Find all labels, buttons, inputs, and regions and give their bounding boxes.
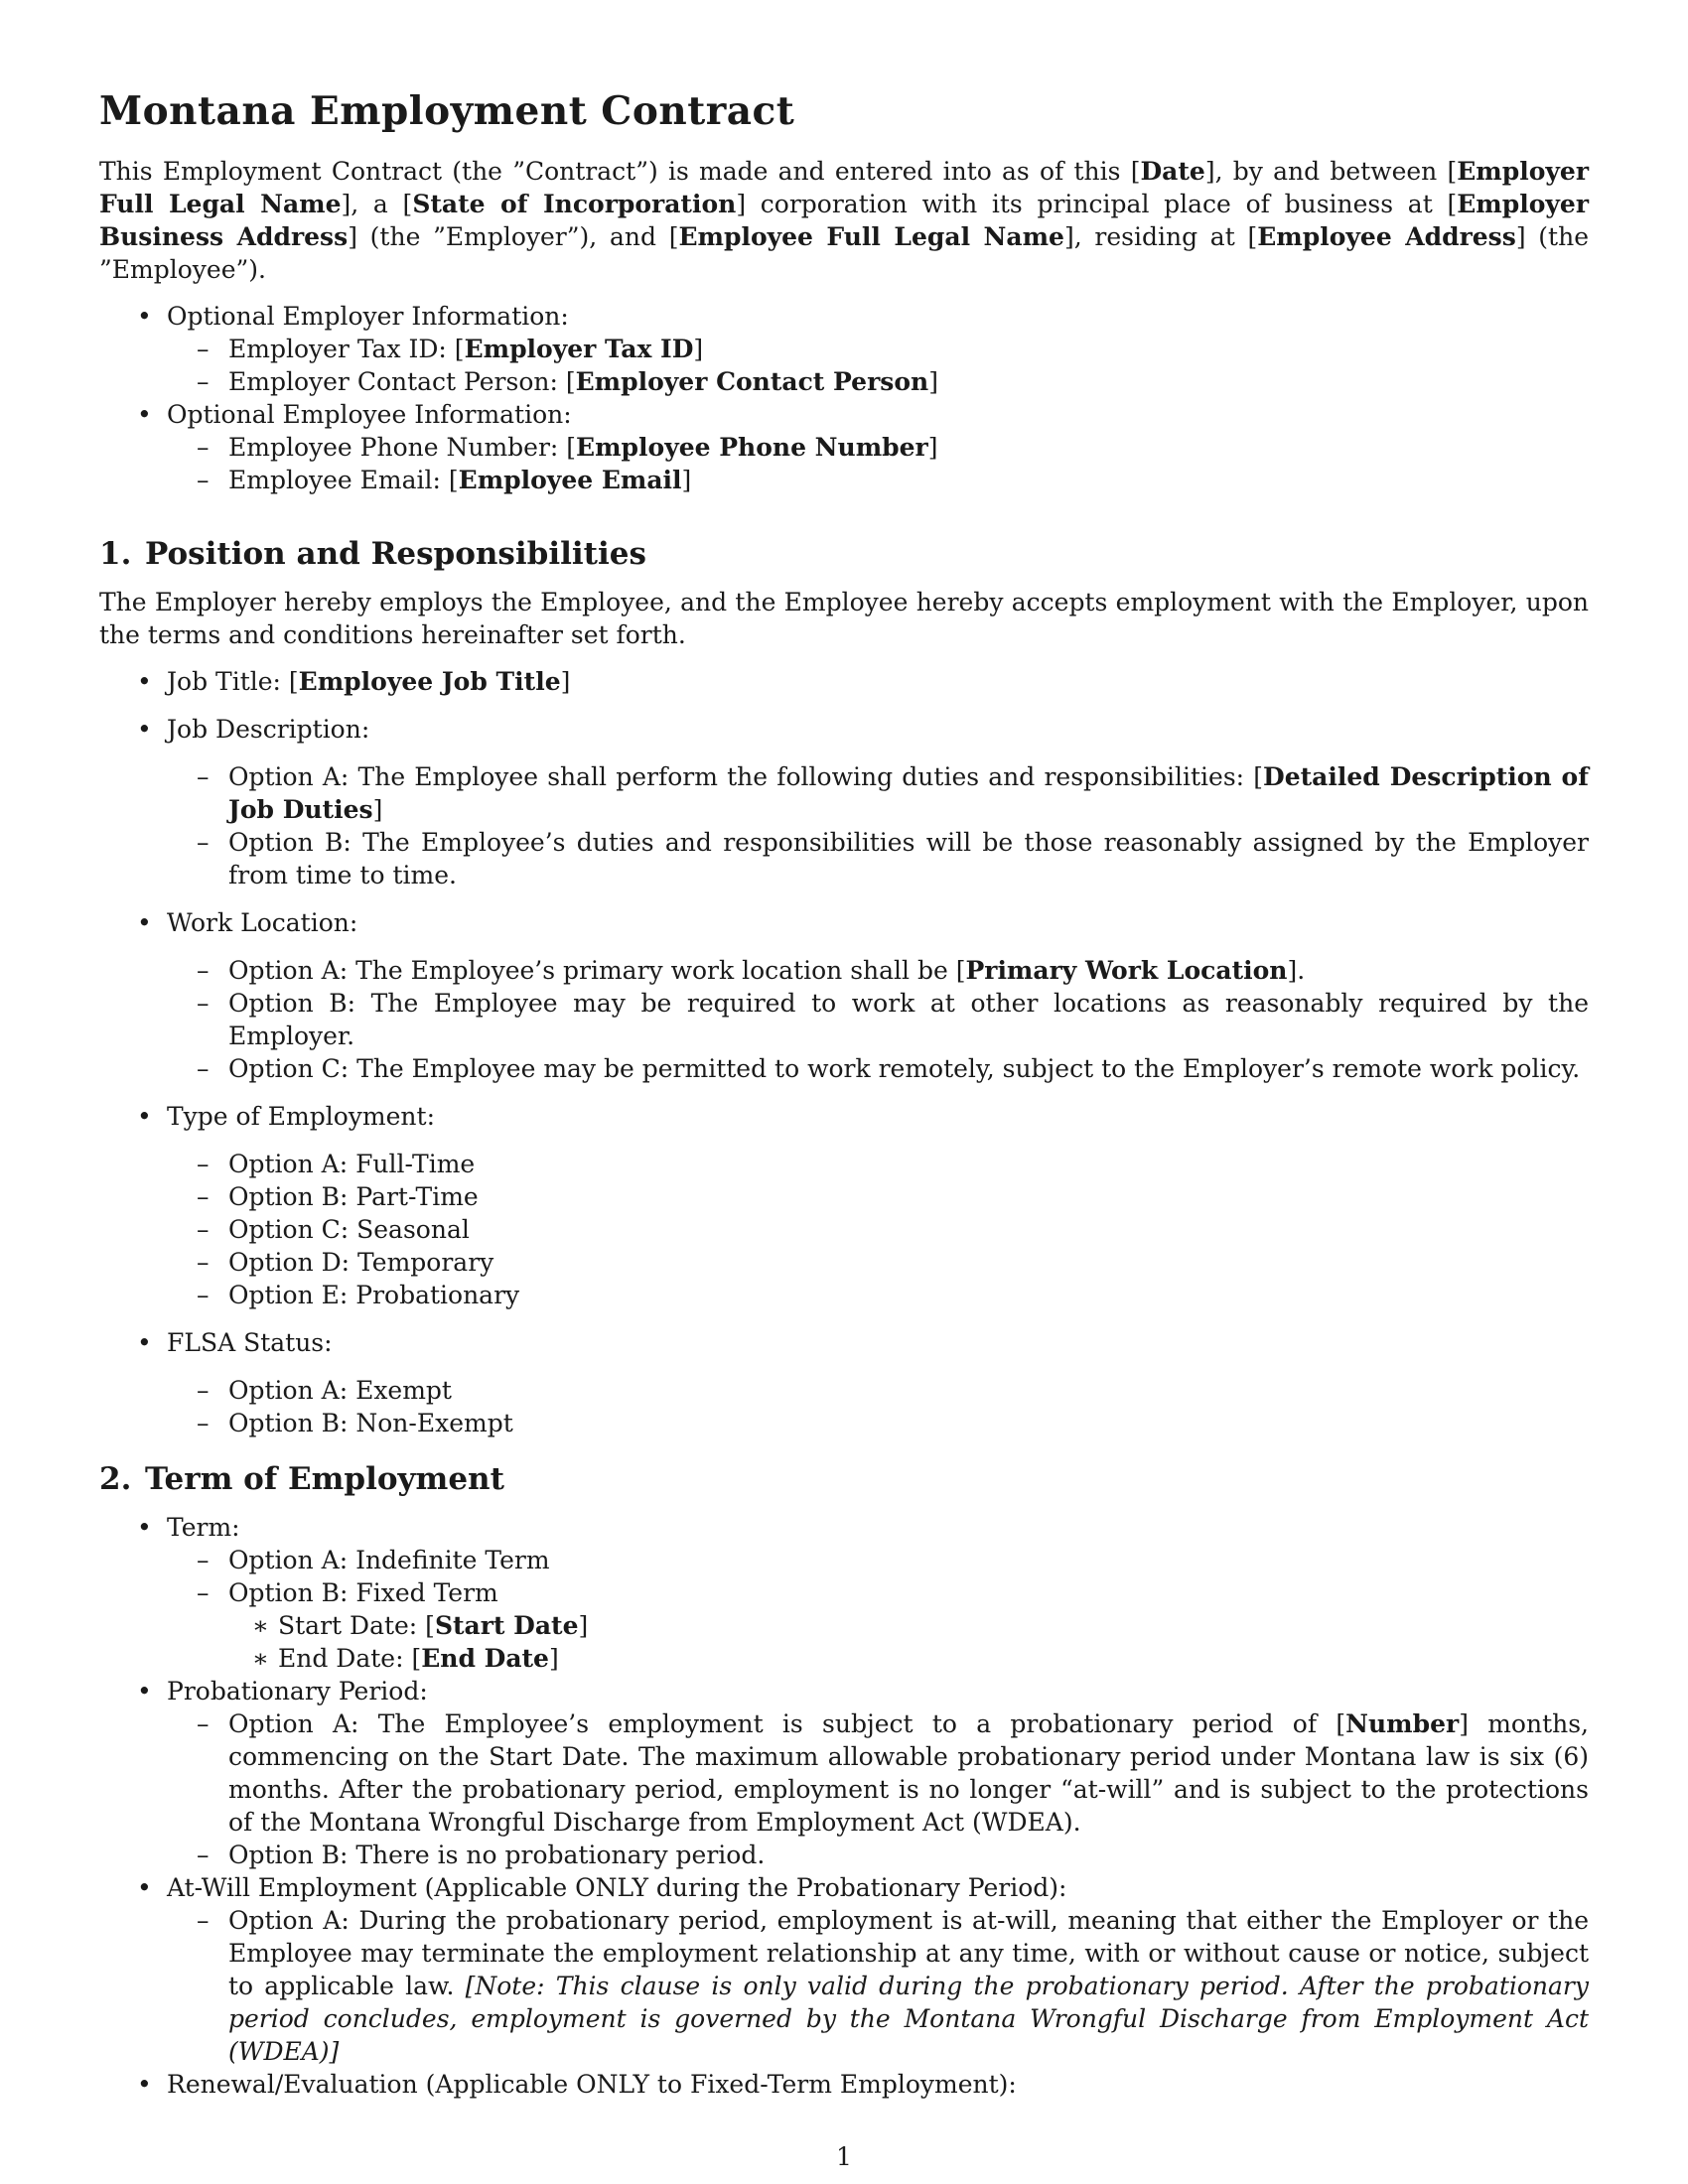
date-field: Date: [1140, 157, 1205, 186]
intro-text: ], residing at [: [1063, 222, 1258, 251]
intro-text: ], a [: [341, 190, 413, 218]
list-item: – Option E: Probationary: [167, 1279, 1589, 1311]
employer-address-field: Employer Business Address: [99, 190, 1589, 251]
list-item: – Option A: Exempt: [167, 1374, 1589, 1407]
list-item-label: Work Location:: [167, 908, 358, 937]
document-body: [99, 87, 1589, 2101]
list-item: – Option B: The Employee’s duties and responsibilities will be those reasonably assigned by the Employer from time to time.: [167, 826, 1589, 891]
intro-text: ] corporation with its principal place of business at [: [736, 190, 1458, 218]
list-item: [228, 1609, 1589, 1642]
list-item-label: At-Will Employment (Applicable ONLY during the Probationary Period):: [167, 1873, 1067, 1902]
list-item-label: Option A: The Employee’s employment is subject to a probationary period of [: [228, 1709, 1346, 1738]
bracket: ]: [927, 433, 938, 462]
list-item: [228, 1642, 1589, 1675]
list-item: [167, 760, 1589, 826]
section-heading-2: [99, 1459, 1589, 1499]
phone-field: Employee Phone Number: [576, 433, 928, 462]
section2-list: [99, 1511, 1589, 2101]
bracket: ]: [681, 466, 692, 494]
list-item: – Option B: The Employee may be required to work at other locations as reasonably required by the Employer.: [167, 987, 1589, 1052]
list-item: [167, 1904, 1589, 2068]
document-title: Montana Employment Contract: [99, 88, 795, 134]
list-item-label: Job Description:: [167, 715, 370, 744]
list-item: [99, 665, 1589, 698]
start-date-field: Start Date: [434, 1611, 579, 1640]
list-item: [99, 1326, 1589, 1439]
list-item: – Option C: The Employee may be permitted to work remotely, subject to the Employer’s remote work policy.: [167, 1052, 1589, 1085]
section1-list: [99, 665, 1589, 1439]
list-item: – Option D: Temporary: [167, 1246, 1589, 1279]
list-item: • Renewal/Evaluation (Applicable ONLY to Fixed-Term Employment):: [99, 2068, 1589, 2101]
list-item-label: Optional Employer Information:: [167, 302, 569, 331]
section-heading-1: [99, 534, 1589, 574]
list-item-label: Probationary Period:: [167, 1677, 428, 1706]
intro-text: ], by and between [: [1204, 157, 1458, 186]
job-duties-field: Detailed Description of Job Duties: [228, 762, 1589, 824]
bracket: ]: [560, 667, 571, 696]
list-item-label: Option A: During the probationary period, employment is at-will, meaning that either the Employer or the Employee may terminate the employment relationship at any time, with or without cause or notice, subject to applicable law.: [228, 1906, 1589, 2000]
list-item: [167, 431, 1589, 464]
list-item-label: Employee Email: [: [228, 466, 459, 494]
intro-text: ] (the ”Employer”), and [: [348, 222, 679, 251]
bracket: ]: [372, 795, 383, 824]
list-item-label: Optional Employee Information:: [167, 400, 572, 429]
list-item-label: Employee Phone Number: [: [228, 433, 577, 462]
list-item: – Option C: Seasonal: [167, 1213, 1589, 1246]
list-item: [99, 906, 1589, 1085]
list-item-label: Term:: [167, 1513, 240, 1542]
list-item-label: End Date: [: [278, 1644, 422, 1673]
list-item: [167, 464, 1589, 496]
intro-text: This Employment Contract (the ”Contract”) is made and entered into as of this [: [99, 157, 1141, 186]
employee-name-field: Employee Full Legal Name: [678, 222, 1064, 251]
page-number: 1: [836, 2142, 852, 2171]
list-item: [99, 300, 1589, 398]
work-location-field: Primary Work Location: [965, 956, 1288, 985]
bracket: ]: [578, 1611, 589, 1640]
list-item: – Option B: Non-Exempt: [167, 1407, 1589, 1439]
section-title: Position and Responsibilities: [145, 536, 646, 572]
list-item: [167, 1576, 1589, 1675]
list-item-label: Job Title: [: [167, 667, 299, 696]
list-item: [99, 1100, 1589, 1311]
intro-paragraph: [99, 155, 1589, 286]
list-item: [99, 1675, 1589, 1871]
list-item-label: Option B: Fixed Term: [228, 1578, 498, 1607]
list-item: [99, 713, 1589, 891]
bracket: ].: [1287, 956, 1306, 985]
employee-address-field: Employee Address: [1257, 222, 1516, 251]
bracket: ]: [928, 367, 938, 396]
bracket: ]: [548, 1644, 559, 1673]
optional-info-list: [99, 300, 1589, 496]
list-item: [167, 365, 1589, 398]
contact-person-field: Employer Contact Person: [575, 367, 929, 396]
list-item: [99, 1871, 1589, 2068]
intro-text: ] (the ”Employee”).: [99, 222, 1589, 284]
note-text: [Note: This clause is only valid during the probationary period. After the probationary period concludes, employment is governed by the Montana Wrongful Discharge from Employment Act (WDEA)]: [228, 1972, 1590, 2066]
list-item-label: Employer Tax ID: [: [228, 335, 465, 363]
tax-id-field: Employer Tax ID: [464, 335, 694, 363]
list-item: – Option B: There is no probationary period.: [167, 1839, 1589, 1871]
section-number: 1.: [99, 536, 132, 572]
list-item: [167, 1707, 1589, 1839]
list-item-label: Start Date: [: [278, 1611, 435, 1640]
list-item-label: Employer Contact Person: [: [228, 367, 576, 396]
list-item-label: Type of Employment:: [167, 1102, 435, 1131]
list-item: – Option B: Part-Time: [167, 1180, 1589, 1213]
job-title-field: Employee Job Title: [298, 667, 561, 696]
section-title: Term of Employment: [145, 1461, 504, 1497]
list-item: [167, 333, 1589, 365]
list-item: – Option A: Indefinite Term: [167, 1544, 1589, 1576]
list-item: – Option A: Full-Time: [167, 1148, 1589, 1180]
state-field: State of Incorporation: [412, 190, 737, 218]
list-item-text: ] months, commencing on the Start Date. The maximum allowable probationary period under Montana law is six (6) months. After the probationary period, employment is no longer “at-will” and is subject to the protections of the Montana Wrongful Discharge from Employment Act (WDEA).: [228, 1709, 1589, 1837]
probation-months-field: Number: [1345, 1709, 1460, 1738]
list-item: [99, 398, 1589, 496]
list-item-label: FLSA Status:: [167, 1328, 333, 1357]
list-item: [99, 1511, 1589, 1675]
end-date-field: End Date: [421, 1644, 549, 1673]
list-item-label: Option A: The Employee’s primary work location shall be [: [228, 956, 966, 985]
list-item: [167, 954, 1589, 987]
section-number: 2.: [99, 1461, 132, 1497]
employer-name-field: Employer Full Legal Name: [99, 157, 1589, 218]
section1-intro: The Employer hereby employs the Employee, and the Employee hereby accepts employment with the Employer, upon the terms and conditions hereinafter set forth.: [99, 588, 1589, 649]
email-field: Employee Email: [458, 466, 682, 494]
list-item-label: Option A: The Employee shall perform the following duties and responsibilities: [: [228, 762, 1264, 791]
bracket: ]: [693, 335, 704, 363]
